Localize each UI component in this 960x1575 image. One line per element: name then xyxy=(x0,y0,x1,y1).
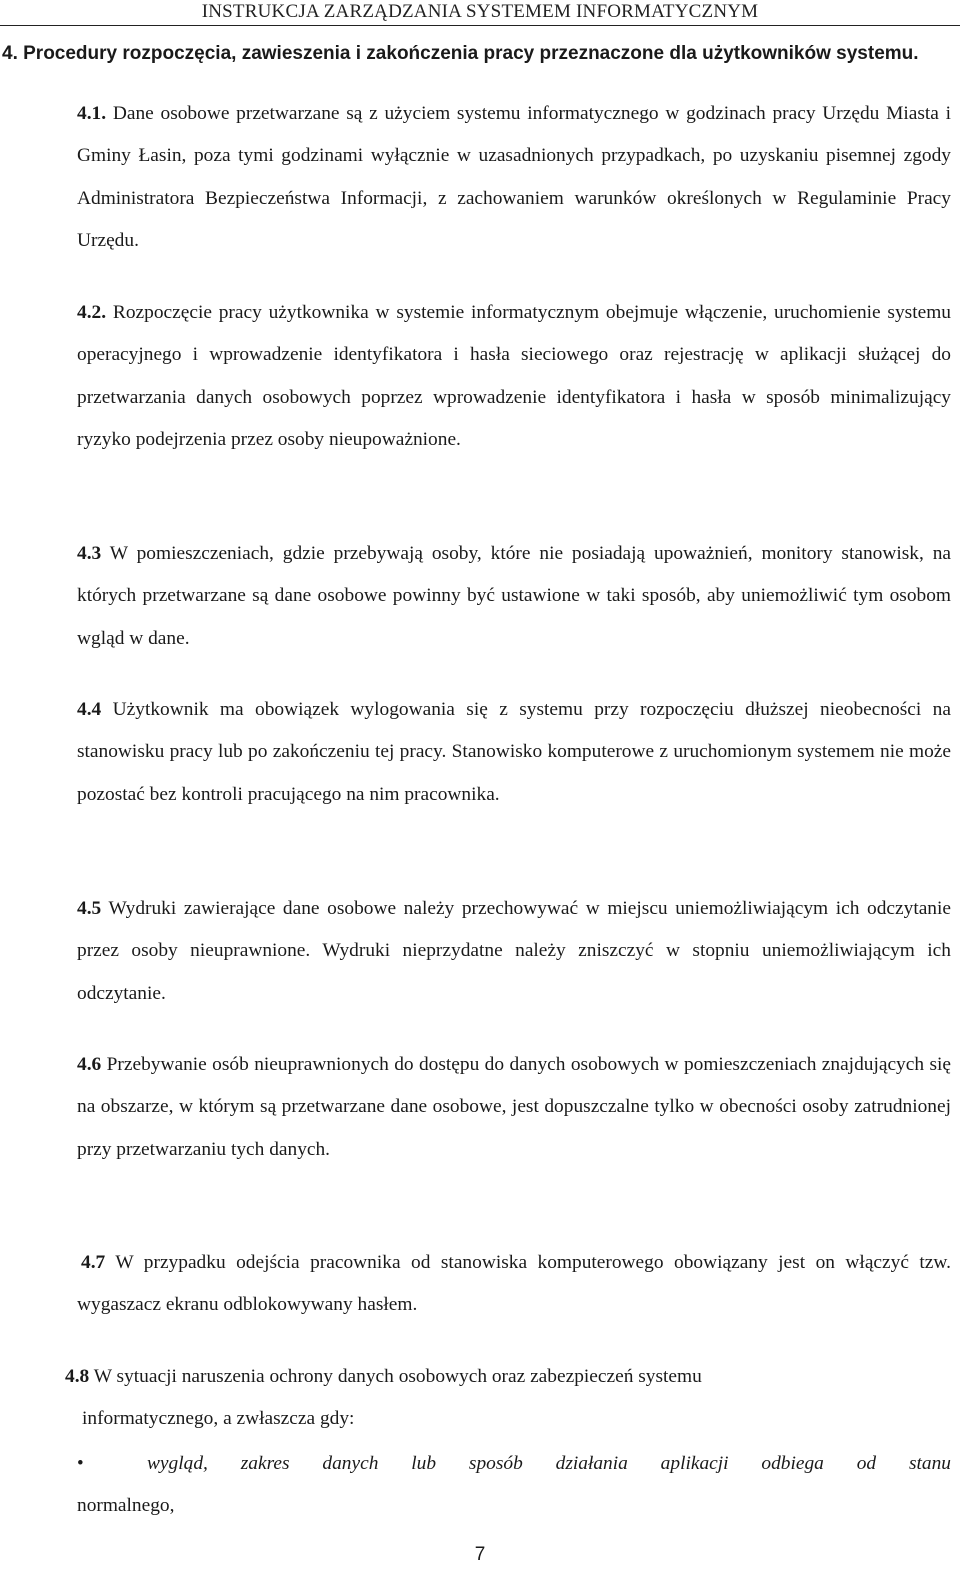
paragraph-4-2 xyxy=(77,292,951,461)
paragraph-4-8 xyxy=(65,1356,951,1441)
paragraph-number: 4.1. xyxy=(77,103,107,124)
paragraph-number: 4.6 xyxy=(77,1054,102,1075)
header-rule xyxy=(0,25,960,26)
paragraph-text: W sytuacji naruszenia ochrony danych osobowych oraz zabezpieczeń systemu xyxy=(93,1366,702,1387)
paragraph-text: W pomieszczeniach, gdzie przebywają osoby, które nie posiadają upoważnień, monitory stanowisk, na których przetwarzane są dane osobowe powinny być ustawione w taki sposób, aby uniemożliwić tym osobom wgląd w dane. xyxy=(77,543,952,649)
section-heading: 4. Procedury rozpoczęcia, zawieszenia i zakończenia pracy przeznaczone dla użytkowników systemu. xyxy=(2,43,919,64)
paragraph-number: 4.8 xyxy=(65,1366,90,1387)
paragraph-text: Przebywanie osób nieuprawnionych do dostępu do danych osobowych w pomieszczeniach znajdujących się na obszarze, w którym są przetwarzane dane osobowe, jest dopuszczalne tylko w obecności osoby zatrudnionej przy przetwarzaniu tych danych. xyxy=(77,1054,951,1160)
paragraph-4-4 xyxy=(77,689,951,816)
paragraph-4-1 xyxy=(77,93,951,262)
bullet-text-italic: wygląd, zakres danych lub sposób działania aplikacji odbiega od stanu xyxy=(147,1453,951,1474)
paragraph-4-6 xyxy=(77,1044,951,1171)
bullet-icon: • xyxy=(77,1453,84,1474)
paragraph-text: Wydruki zawierające dane osobowe należy przechowywać w miejscu uniemożliwiającym ich odczytanie przez osoby nieuprawnione. Wydruki nieprzydatne należy zniszczyć w stopniu uniemożliwiającym ich odczytanie. xyxy=(77,898,951,1004)
paragraph-4-5 xyxy=(77,888,951,1015)
paragraph-number: 4.2. xyxy=(77,302,107,323)
bullet-text: normalnego, xyxy=(77,1495,175,1517)
paragraph-number: 4.3 xyxy=(77,543,102,564)
page-number: 7 xyxy=(474,1544,486,1565)
paragraph-number: 4.7 xyxy=(81,1252,106,1273)
paragraph-text: W przypadku odejścia pracownika od stanowiska komputerowego obowiązany jest on włączyć tzw. wygaszacz ekranu odblokowywany hasłem. xyxy=(77,1252,951,1316)
paragraph-text: Rozpoczęcie pracy użytkownika w systemie informatycznym obejmuje włączenie, uruchomienie systemu operacyjnego i wprowadzenie identyfikatora i hasła sieciowego oraz rejestrację w aplikacji służącej do przetwarzania danych osobowych poprzez wprowadzenie identyfikatora i hasła w sposób minimalizujący ryzyko podejrzenia przez osoby nieupoważnione. xyxy=(77,302,951,450)
paragraph-text-continued: informatycznego, a zwłaszcza gdy: xyxy=(82,1408,355,1430)
paragraph-text: Dane osobowe przetwarzane są z użyciem systemu informatycznego w godzinach pracy Urzędu Miasta i Gminy Łasin, poza tymi godzinami wyłącznie w uzasadnionych przypadkach, po uzyskaniu pisemnej zgody Administratora Bezpieczeństwa Informacji, z zachowaniem warunków określonych w Regulaminie Pracy Urzędu. xyxy=(77,103,951,251)
paragraph-number: 4.5 xyxy=(77,898,102,919)
bullet-list-item xyxy=(77,1443,951,1528)
paragraph-text: Użytkownik ma obowiązek wylogowania się z systemu przy rozpoczęciu dłuższej nieobecności na stanowisku pracy lub po zakończeniu tej pracy. Stanowisko komputerowe z uruchomionym systemem nie może pozostać bez kontroli pracującego na nim pracownika. xyxy=(77,699,951,805)
paragraph-4-7 xyxy=(77,1242,951,1327)
paragraph-4-3 xyxy=(77,533,951,660)
running-header: INSTRUKCJA ZARZĄDZANIA SYSTEMEM INFORMATYCZNYM xyxy=(201,1,759,22)
paragraph-number: 4.4 xyxy=(77,699,102,720)
